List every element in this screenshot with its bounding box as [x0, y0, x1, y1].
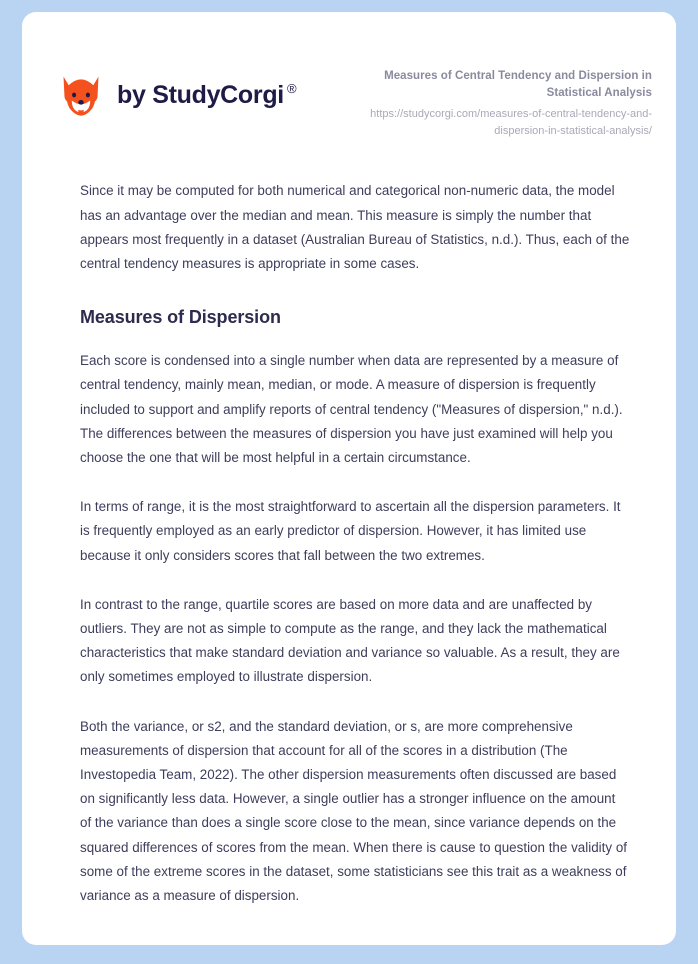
document-page-card	[22, 12, 676, 945]
brand-wordmark-text: by StudyCorgi	[117, 80, 284, 109]
paragraph-dispersion-overview: Each score is condensed into a single number when data are represented by a measure of central tendency, mainly mean, median, or mode. A measure of dispersion is frequently included to support and amplify reports of central tendency ("Measures of dispersion," n.d.). The differences between the measures of dispersion you have just examined will help you choose the one that will be most helpful in a certain circumstance.	[80, 353, 623, 465]
source-url[interactable]: https://studycorgi.com/measures-of-central-tendency-and-dispersion-in-statistical-analysis/	[370, 108, 652, 137]
page-title: Measures of Central Tendency and Dispersion in Statistical Analysis	[384, 70, 652, 99]
document-body	[22, 139, 676, 908]
paragraph-range: In terms of range, it is the most straightforward to ascertain all the dispersion parameters. It is frequently employed as an early predictor of dispersion. However, it has limited use because it only considers scores that fall between the two extremes.	[80, 499, 621, 563]
paragraph-quartiles: In contrast to the range, quartile scores are based on more data and are unaffected by outliers. They are not as simple to compute as the range, and they lack the mathematical characteristics that make standard deviation and variance so valuable. As a result, they are only sometimes employed to illustrate dispersion.	[80, 596, 620, 685]
brand-logo-group[interactable]	[58, 60, 296, 118]
paragraph-variance: Both the variance, or s2, and the standard deviation, or s, are more comprehensive measurements of dispersion that account for all of the scores in a distribution (The Investopedia Team, 2022). The other dispersion measurements often discussed are based on significantly less data. However, a single outlier has a stronger influence on the amount of the variance than does a single score close to the mean, since variance depends on the squared differences of scores from the mean. When there is cause to question the validity of some of the extreme scores in the dataset, some statisticians see this trait as a weakness of variance as a measure of dispersion.	[80, 718, 628, 904]
corgi-face-logo-icon	[58, 72, 104, 118]
brand-wordmark	[117, 81, 296, 110]
registered-trademark-icon: ®	[286, 80, 297, 96]
intro-paragraph: Since it may be computed for both numerical and categorical non-numeric data, the model has an advantage over the median and mean. This measure is simply the number that appears most frequently in a dataset (Australian Bureau of Statistics, n.d.). Thus, each of the central tendency measures is appropriate in some cases.	[80, 183, 630, 271]
document-header	[22, 12, 676, 139]
section-heading-measures-of-dispersion: Measures of Dispersion	[80, 307, 281, 328]
header-meta	[352, 60, 652, 139]
